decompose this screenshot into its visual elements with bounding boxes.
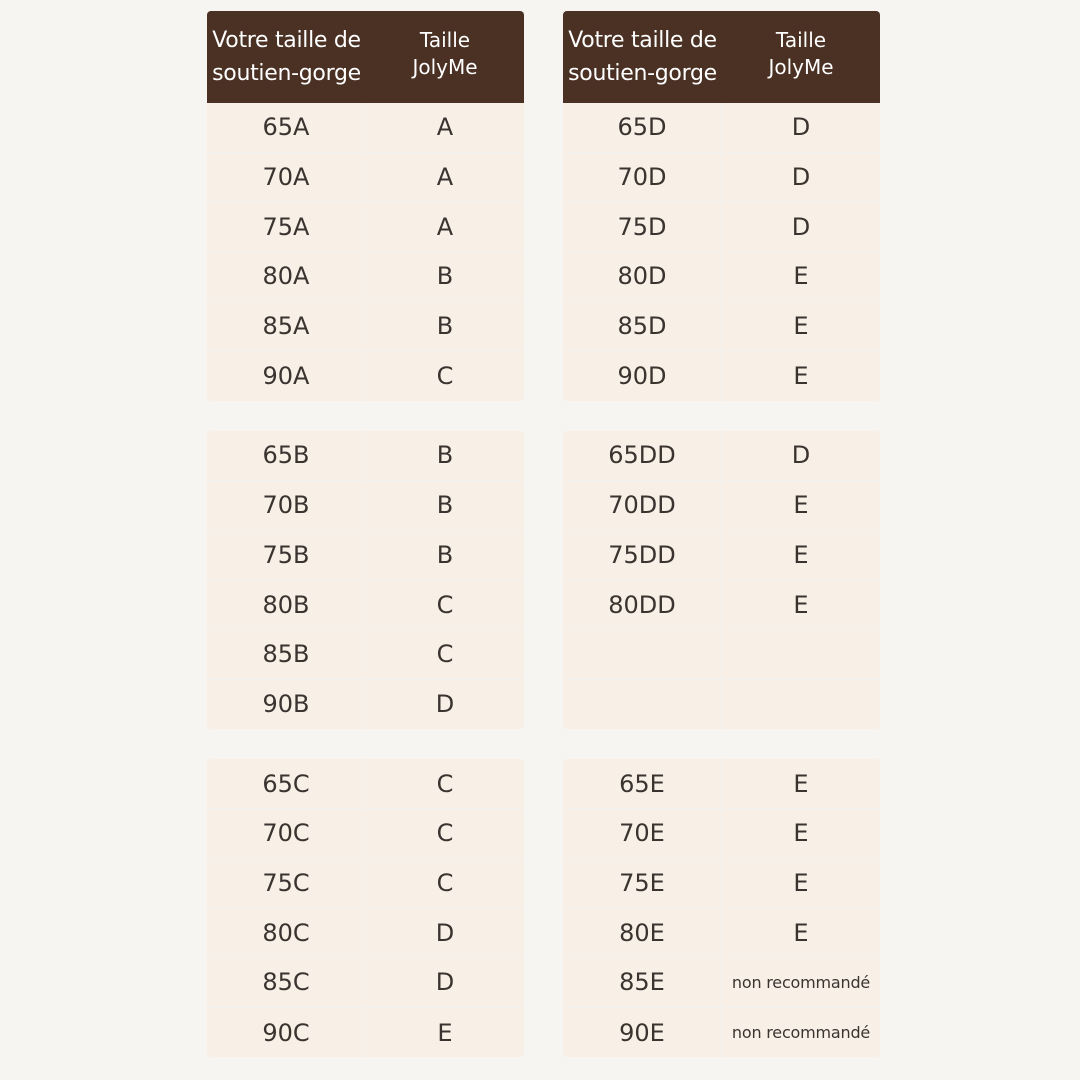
bra-size-cell: 70B: [207, 481, 366, 530]
table-row: [207, 531, 524, 581]
jolyme-size-cell: D: [791, 212, 811, 241]
table-row: [563, 759, 880, 809]
bra-size-cell: 75A: [207, 202, 366, 251]
table-row: [563, 680, 880, 730]
table-row: [563, 431, 880, 481]
header-jolyme-size: Taille JolyMe: [768, 28, 834, 79]
table-row: [207, 859, 524, 909]
jolyme-size-cell: E: [793, 819, 809, 848]
bra-size-cell: 90A: [207, 351, 366, 401]
table-row: [563, 630, 880, 680]
bra-size-cell: 70A: [207, 153, 366, 202]
bra-size-cell: 80E: [563, 908, 722, 957]
bra-size-cell: 85E: [563, 958, 722, 1007]
bra-size-cell: [563, 630, 722, 679]
size-table-right: [563, 11, 880, 1057]
table-row: [207, 759, 524, 809]
header-jolyme-size: Taille JolyMe: [412, 28, 478, 79]
bra-size-cell: 65D: [563, 103, 722, 152]
table-row: [563, 809, 880, 859]
jolyme-size-cell: A: [436, 212, 454, 241]
bra-size-cell: 85B: [207, 630, 366, 679]
bra-size-cell: 90E: [563, 1008, 722, 1058]
bra-size-cell: 65A: [207, 103, 366, 152]
table-row: [563, 580, 880, 630]
bra-size-cell: 75DD: [563, 531, 722, 580]
jolyme-size-cell: non recommandé: [731, 1023, 871, 1043]
bra-size-cell: 70DD: [563, 481, 722, 530]
jolyme-size-cell: B: [436, 540, 454, 569]
jolyme-size-cell: A: [436, 113, 454, 142]
bra-size-cell: 90C: [207, 1008, 366, 1058]
bra-size-cell: 70D: [563, 153, 722, 202]
jolyme-size-cell: C: [436, 819, 454, 848]
table-header: [207, 11, 524, 103]
jolyme-size-cell: E: [793, 312, 809, 341]
table-row: [563, 481, 880, 531]
table-row: [207, 103, 524, 153]
bra-size-cell: [563, 680, 722, 730]
jolyme-size-cell: E: [793, 868, 809, 897]
table-row: [207, 580, 524, 630]
table-row: [207, 351, 524, 401]
bra-size-cell: 85D: [563, 302, 722, 351]
table-row: [563, 302, 880, 352]
jolyme-size-cell: C: [436, 640, 454, 669]
table-row: [563, 859, 880, 909]
table-row: [563, 103, 880, 153]
jolyme-size-cell: C: [436, 362, 454, 391]
bra-size-cell: 80A: [207, 252, 366, 301]
jolyme-size-cell: [722, 630, 880, 679]
jolyme-size-cell: E: [793, 918, 809, 947]
table-row: [207, 202, 524, 252]
bra-size-cell: 90D: [563, 351, 722, 401]
group-spacer: [207, 729, 524, 759]
jolyme-size-cell: D: [435, 918, 455, 947]
jolyme-size-cell: non recommandé: [731, 972, 871, 992]
size-group: [563, 103, 880, 401]
bra-size-cell: 85A: [207, 302, 366, 351]
jolyme-size-cell: D: [435, 690, 455, 719]
jolyme-size-cell: C: [436, 868, 454, 897]
bra-size-cell: 65DD: [563, 431, 722, 480]
jolyme-size-cell: E: [793, 769, 809, 798]
bra-size-cell: 65B: [207, 431, 366, 480]
table-row: [207, 1008, 524, 1058]
table-row: [563, 351, 880, 401]
table-row: [207, 809, 524, 859]
header-bra-size: Votre taille de soutien-gorge: [212, 28, 361, 86]
jolyme-size-cell: D: [791, 113, 811, 142]
table-row: [563, 908, 880, 958]
jolyme-size-cell: E: [793, 540, 809, 569]
size-group: [207, 103, 524, 401]
size-group: [207, 759, 524, 1057]
jolyme-size-cell: E: [793, 590, 809, 619]
bra-size-cell: 80C: [207, 908, 366, 957]
bra-size-cell: 90B: [207, 680, 366, 730]
jolyme-size-cell: D: [435, 968, 455, 997]
jolyme-size-cell: E: [793, 362, 809, 391]
jolyme-size-cell: D: [791, 163, 811, 192]
table-row: [207, 680, 524, 730]
size-group: [207, 431, 524, 729]
jolyme-size-cell: C: [436, 769, 454, 798]
bra-size-cell: 80DD: [563, 580, 722, 629]
table-row: [563, 958, 880, 1008]
size-group: [563, 759, 880, 1057]
table-row: [207, 431, 524, 481]
table-row: [207, 958, 524, 1008]
size-table-left: [207, 11, 524, 1057]
group-spacer: [207, 401, 524, 431]
jolyme-size-cell: B: [436, 491, 454, 520]
bra-size-cell: 80D: [563, 252, 722, 301]
bra-size-cell: 70E: [563, 809, 722, 858]
bra-size-cell: 75D: [563, 202, 722, 251]
table-row: [563, 252, 880, 302]
bra-size-cell: 75C: [207, 859, 366, 908]
table-row: [563, 1008, 880, 1058]
jolyme-size-cell: B: [436, 312, 454, 341]
group-spacer: [563, 729, 880, 759]
bra-size-cell: 75B: [207, 531, 366, 580]
bra-size-cell: 70C: [207, 809, 366, 858]
jolyme-size-cell: B: [436, 262, 454, 291]
table-row: [207, 481, 524, 531]
jolyme-size-cell: E: [793, 262, 809, 291]
jolyme-size-cell: A: [436, 163, 454, 192]
bra-size-cell: 65E: [563, 759, 722, 808]
table-row: [563, 202, 880, 252]
jolyme-size-cell: C: [436, 590, 454, 619]
table-row: [207, 153, 524, 203]
table-row: [207, 630, 524, 680]
bra-size-cell: 75E: [563, 859, 722, 908]
bra-size-cell: 65C: [207, 759, 366, 808]
bra-size-cell: 85C: [207, 958, 366, 1007]
jolyme-size-cell: D: [791, 441, 811, 470]
jolyme-size-cell: E: [437, 1018, 453, 1047]
bra-size-cell: 80B: [207, 580, 366, 629]
table-header: [563, 11, 880, 103]
size-group: [563, 431, 880, 729]
table-row: [563, 153, 880, 203]
group-spacer: [563, 401, 880, 431]
jolyme-size-cell: B: [436, 441, 454, 470]
header-bra-size: Votre taille de soutien-gorge: [568, 28, 717, 86]
table-row: [207, 908, 524, 958]
jolyme-size-cell: E: [793, 491, 809, 520]
table-row: [563, 531, 880, 581]
table-row: [207, 302, 524, 352]
jolyme-size-cell: [722, 680, 880, 730]
table-row: [207, 252, 524, 302]
